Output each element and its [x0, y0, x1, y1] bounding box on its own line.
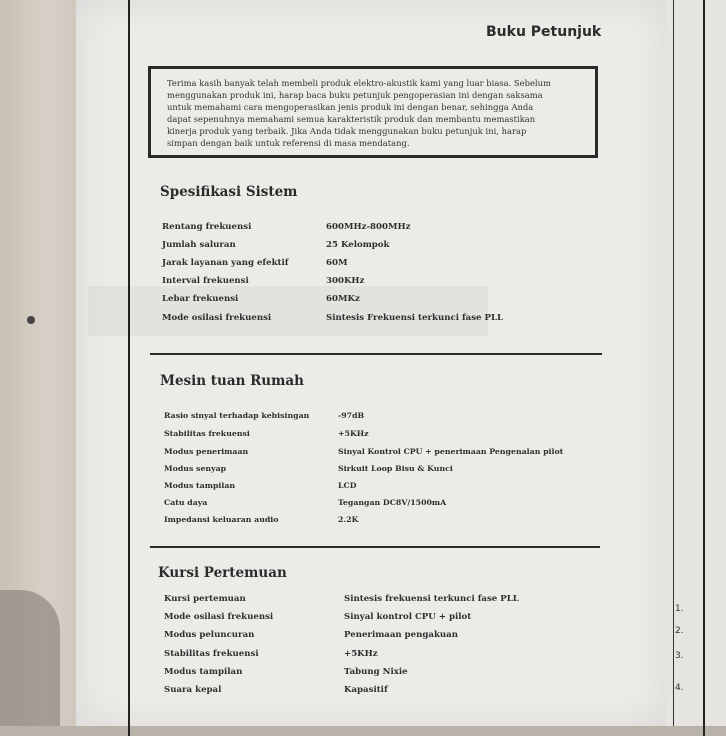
spec-label: Impedansi keluaran audio [164, 515, 279, 524]
notice-line: menggunakan produk ini, harap baca buku petunjuk pengoperasian ini dengan saksama [167, 90, 543, 100]
section-divider [150, 546, 600, 548]
spec-value: 600MHz-800MHz [326, 222, 411, 232]
background-wall [0, 0, 78, 726]
page-title: Buku Petunjuk [486, 24, 602, 40]
spec-label: Stabilitas frekuensi [164, 649, 259, 659]
spec-label: Modus penerimaan [164, 447, 249, 456]
wall-spot [27, 316, 35, 324]
notice-line: dapat sepenuhnya memahami semua karakteristik produk dan membantu memastikan [167, 114, 536, 124]
spec-value: 2.2K [338, 515, 359, 524]
spec-value: 60M [326, 258, 348, 268]
spec-value: Sinyal Kontrol CPU + penerimaan Pengenalan pilot [338, 447, 564, 456]
spec-label: Rentang frekuensi [162, 222, 252, 232]
spec-label: Mode osilasi frekuensi [162, 313, 272, 323]
spec-label: Suara kepal [164, 685, 222, 695]
spec-label: Interval frekuensi [162, 276, 249, 286]
spec-value: +5KHz [338, 429, 369, 438]
section-title-host-unit: Mesin tuan Rumah [160, 373, 304, 389]
spec-label: Rasio sinyal terhadap kebisingan [164, 411, 310, 420]
spec-label: Kursi pertemuan [164, 594, 246, 604]
spec-value: Penerimaan pengakuan [344, 630, 458, 640]
spec-value: Kapasitif [344, 685, 388, 695]
spec-label: Catu daya [164, 498, 208, 507]
notice-line: simpan dengan baik untuk referensi di masa mendatang. [167, 138, 410, 148]
spec-value: Tegangan DC8V/1500mA [338, 498, 447, 507]
section-title-meeting-chair: Kursi Pertemuan [158, 565, 287, 581]
notice-box [148, 66, 598, 158]
spec-label: Lebar frekuensi [162, 294, 239, 304]
spec-label: Modus peluncuran [164, 630, 255, 640]
spec-value: Sintesis frekuensi terkunci fase PLL [344, 594, 519, 604]
notice-line: kinerja produk yang terbaik. Jika Anda tidak menggunakan buku petunjuk ini, harap [167, 126, 527, 136]
spec-label: Modus tampilan [164, 481, 236, 490]
section-title-system-spec: Spesifikasi Sistem [160, 184, 298, 200]
spec-label: Stabilitas frekuensi [164, 429, 250, 438]
spec-label: Modus senyap [164, 464, 227, 473]
spec-value: 60MKz [326, 294, 360, 304]
spec-value: 300KHz [326, 276, 365, 286]
spec-label: Mode osilasi frekuensi [164, 612, 274, 622]
spec-label: Jarak layanan yang efektif [162, 258, 289, 268]
adjacent-list-item: 1. [675, 604, 684, 614]
notice-line: untuk memahami cara mengoperasikan jenis produk ini dengan benar, sehingga Anda [167, 102, 534, 112]
section-divider [150, 353, 602, 355]
spec-value: 25 Kelompok [326, 240, 390, 250]
spec-value: Sintesis Frekuensi terkunci fase PLL [326, 313, 504, 323]
spec-value: +5KHz [344, 649, 378, 659]
notice-line: Terima kasih banyak telah membeli produk elektro-akustik kami yang luar biasa. Sebelum [167, 78, 551, 88]
spec-label: Jumlah saluran [162, 240, 236, 250]
spec-value: Sirkuit Loop Bisu & Kunci [338, 464, 453, 473]
spec-value: -97dB [338, 411, 365, 420]
adjacent-list-item: 2. [675, 626, 684, 636]
spec-label: Modus tampilan [164, 667, 243, 677]
spec-value: Sinyal kontrol CPU + pilot [344, 612, 472, 622]
show-through-shadow [88, 286, 488, 336]
adjacent-list-item: 3. [675, 651, 684, 661]
spec-value: Tabung Nixie [344, 667, 408, 677]
spec-value: LCD [338, 481, 357, 490]
adjacent-list-item: 4. [675, 683, 684, 693]
wall-stain [0, 590, 60, 726]
